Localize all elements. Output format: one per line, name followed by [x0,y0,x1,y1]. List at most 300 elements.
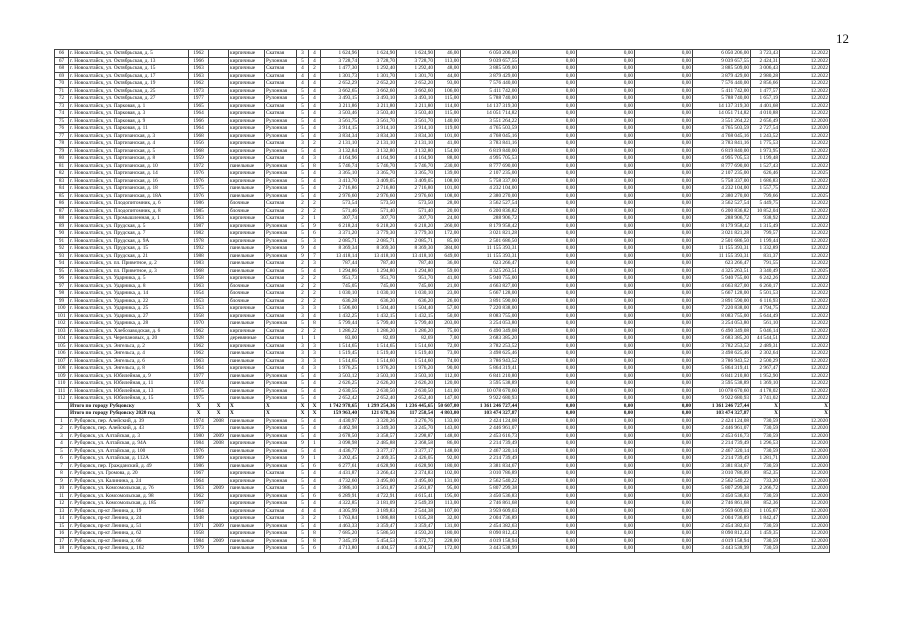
cell-residents: 48,00 [435,65,461,73]
cell-entrances: 1 [309,455,321,463]
table-row [55,440,830,448]
table-row [55,537,830,545]
cell-address: г. Новоалтайск, ул. Партизанская, д. 4 [69,140,189,148]
cell-total-area: 1 294,86 [321,267,359,275]
housing-register-table-wrap [54,49,829,553]
cell-year-built: 1977 [189,372,209,380]
cell-specific-cost: 799,66 [751,192,780,200]
cell-cost-local: 0,00 [635,177,693,185]
cell-cost-regional: 0,00 [577,545,635,553]
cell-completion-date: 12.2025 [780,192,830,200]
cell-cost-owners: 2 446 961,07 [693,425,751,433]
cell-residential-area: 2 652,40 [359,395,397,403]
cell-roof-type: Скатная [265,365,297,373]
cell-row-number: 92 [55,245,69,253]
cell-total-cost: 3 885 509,00 [461,65,519,73]
cell-cost-regional: 0,00 [577,245,635,253]
cell-wall-material: X [229,410,265,418]
cell-specific-cost: 1 332,89 [751,245,780,253]
cell-specific-cost: 4 178,02 [751,387,780,395]
cell-cost-regional: 0,00 [577,515,635,523]
cell-wall-material: панельные [229,252,265,260]
cell-cost-owners: 7 220 838,00 [693,305,751,313]
cell-total-cost: 6 819 840,00 [461,147,519,155]
cell-residential-area-private: 3 493,10 [397,95,435,103]
cell-row-number: 109 [55,372,69,380]
cell-specific-cost: 1 369,10 [751,380,780,388]
cell-wall-material: X [229,402,265,410]
cell-cost-local: 0,00 [635,207,693,215]
cell-cost-owners: 6 841 210,80 [693,372,751,380]
cell-completion-date: 12.2022 [780,95,830,103]
cell-row-number: 71 [55,87,69,95]
cell-entrances: 2 [309,207,321,215]
cell-completion-date: 12.2020 [780,455,830,463]
cell-total-area: 4 164,96 [321,155,359,163]
cell-cost-federal: 0,00 [519,170,577,178]
cell-cost-regional: 0,00 [577,117,635,125]
cell-year-overhaul [209,72,229,80]
cell-completion-date: 12.2020 [780,125,830,133]
cell-cost-federal: 0,00 [519,402,577,410]
cell-cost-federal: 0,00 [519,177,577,185]
cell-floors: 1 [297,335,309,343]
cell-cost-owners: 4 232 104,00 [693,185,751,193]
cell-year-built: 1980 [189,432,209,440]
cell-floors: 5 [297,177,309,185]
cell-wall-material: кирпичные [229,132,265,140]
cell-roof-type: Скатная [265,485,297,493]
cell-address: г. Новоалтайск, ул. Октябрьская, д. 13 [69,57,189,65]
cell-cost-regional: 0,00 [577,267,635,275]
cell-specific-cost: 3 723,43 [751,50,780,58]
cell-cost-regional: 0,00 [577,500,635,508]
cell-wall-material: кирпичные [229,72,265,80]
cell-cost-local: 0,00 [635,312,693,320]
cell-entrances: 8 [309,162,321,170]
cell-specific-cost: 626,46 [751,170,780,178]
cell-year-built: 1964 [189,507,209,515]
cell-row-number: 2 [55,425,69,433]
cell-entrances: 6 [309,462,321,470]
cell-total-area: 4 430,97 [321,417,359,425]
cell-entrances: 4 [309,522,321,530]
cell-cost-federal: 0,00 [519,530,577,538]
cell-floors: 5 [297,387,309,395]
cell-cost-owners: 3 959 609,03 [693,507,751,515]
cell-year-overhaul [209,140,229,148]
cell-total-cost: 623 266,47 [461,260,519,268]
cell-entrances: 9 [309,222,321,230]
cell-cost-regional: 0,00 [577,425,635,433]
cell-cost-local: 0,00 [635,155,693,163]
cell-row-number: 17 [55,537,69,545]
cell-total-cost: 4 019 158,94 [461,537,519,545]
cell-residents: 120,00 [435,380,461,388]
cell-total-area: 3 371,20 [321,230,359,238]
cell-year-built: 1966 [189,117,209,125]
cell-cost-regional: 0,00 [577,357,635,365]
cell-roof-type: Рулонная [265,162,297,170]
cell-entrances: 4 [309,372,321,380]
table-row [55,515,830,523]
cell-year-overhaul [209,492,229,500]
cell-total-cost: 7 220 838,00 [461,305,519,313]
table-row [55,177,830,185]
cell-roof-type: Скатная [265,260,297,268]
cell-year-overhaul [209,260,229,268]
cell-total-area: 571,46 [321,207,359,215]
cell-total-area: 1 763,84 [321,515,359,523]
cell-year-overhaul: X [209,402,229,410]
cell-wall-material: панельные [229,267,265,275]
cell-total-area: 4 322,85 [321,500,359,508]
cell-residents: 23,00 [435,290,461,298]
cell-residential-area: 6 218,20 [359,222,397,230]
cell-cost-owners: 3 443 538,99 [693,545,751,553]
cell-year-overhaul [209,245,229,253]
cell-completion-date: 12.2020 [780,545,830,553]
cell-total-cost: 2 446 961,07 [461,425,519,433]
cell-total-area: 3 503,46 [321,110,359,118]
cell-address: г. Рубцовск, ул. Комсомольская, д. 98 [69,492,189,500]
cell-residential-area-private: 8 369,30 [397,245,435,253]
cell-year-built: 1989 [189,455,209,463]
cell-address: г. Новоалтайск, ул. Ударника, д. 25 [69,305,189,313]
cell-residential-area-private: 3 365,70 [397,170,435,178]
cell-roof-type: Рулонная [265,462,297,470]
cell-year-overhaul: 2009 [209,432,229,440]
cell-roof-type: Рулонная [265,117,297,125]
cell-address: г. Новоалтайск, ул. Ударника, д. 5 [69,275,189,283]
cell-cost-federal: 0,00 [519,387,577,395]
cell-cost-owners: 3 010 786,89 [693,470,751,478]
cell-year-built: 1984 [189,440,209,448]
cell-residential-area: 5 586,50 [359,530,397,538]
cell-entrances: X [309,402,321,410]
cell-year-built: X [189,402,209,410]
cell-roof-type: Скатная [265,507,297,515]
cell-total-cost: 3 959 609,03 [461,507,519,515]
cell-cost-regional: 0,00 [577,297,635,305]
cell-cost-owners: 4 325 263,51 [693,267,751,275]
cell-floors: 5 [297,380,309,388]
cell-specific-cost: 1 557,75 [751,185,780,193]
cell-year-built: 1976 [189,192,209,200]
cell-address: г. Новоалтайск, ул. Прудская, д. 9А [69,237,189,245]
cell-year-built: 1967 [189,500,209,508]
cell-residential-area-private: 1 432,15 [397,312,435,320]
cell-address: Итого по городу Рубцовску 2020 год [69,410,189,418]
cell-cost-regional: 0,00 [577,282,635,290]
cell-roof-type: Рулонная [265,537,297,545]
cell-address: г. Новоалтайск, ул. Энгельса, д. 4 [69,350,189,358]
cell-year-overhaul [209,372,229,380]
cell-specific-cost: 831,37 [751,252,780,260]
cell-cost-owners: 3 562 527,54 [693,200,751,208]
cell-year-built: 1958 [189,312,209,320]
cell-entrances: 4 [309,507,321,515]
cell-total-area: 7 345,19 [321,537,359,545]
cell-total-area: 1 514,65 [321,357,359,365]
cell-total-area: 1 742 978,65 [321,402,359,410]
cell-cost-regional: 0,00 [577,252,635,260]
cell-cost-federal: 0,00 [519,95,577,103]
cell-specific-cost: 2 424,31 [751,57,780,65]
cell-row-number: 98 [55,290,69,298]
cell-cost-regional: 0,00 [577,95,635,103]
cell-cost-owners: 6 050 206,00 [693,50,751,58]
cell-completion-date: 12.2022 [780,252,830,260]
cell-completion-date: 12.2022 [780,327,830,335]
cell-specific-cost: 1 243,52 [751,132,780,140]
cell-cost-local: 0,00 [635,485,693,493]
cell-wall-material: блочные [229,207,265,215]
cell-floors: 3 [297,140,309,148]
cell-residents: 86,00 [435,440,461,448]
cell-total-cost: 3 254 053,80 [461,320,519,328]
cell-floors: 9 [297,440,309,448]
cell-year-overhaul [209,80,229,88]
cell-wall-material: кирпичные [229,477,265,485]
cell-residential-area: 4 722,91 [359,492,397,500]
cell-residential-area-private: 3 561,70 [397,117,435,125]
cell-cost-local: 0,00 [635,402,693,410]
cell-residents: 50,00 [435,312,461,320]
cell-completion-date: 12.2022 [780,395,830,403]
cell-floors: 5 [297,102,309,110]
cell-total-cost: 4 663 827,00 [461,282,519,290]
cell-roof-type: Рулонная [265,222,297,230]
cell-residential-area-private: 13 418,10 [397,252,435,260]
cell-wall-material: блочные [229,282,265,290]
cell-roof-type: Скатная [265,515,297,523]
cell-specific-cost: 2 967,47 [751,365,780,373]
cell-cost-federal: 0,00 [519,395,577,403]
table-row [55,462,830,470]
cell-cost-regional: 0,00 [577,402,635,410]
cell-residential-area-private: 2 131,10 [397,140,435,148]
cell-residents: 90,00 [435,365,461,373]
cell-total-cost: 3 683 385,20 [461,335,519,343]
cell-residents: 112,00 [435,372,461,380]
cell-floors: 5 [297,170,309,178]
cell-address: г. Рубцовск, ул. Алтайская, д. 94А [69,440,189,448]
cell-cost-local: 0,00 [635,102,693,110]
cell-cost-local: 0,00 [635,252,693,260]
cell-wall-material: панельные [229,350,265,358]
cell-cost-local: 0,00 [635,200,693,208]
cell-wall-material: панельные [229,432,265,440]
cell-wall-material: кирпичные [229,515,265,523]
cell-year-overhaul [209,282,229,290]
cell-total-area: 307,74 [321,215,359,223]
cell-cost-owners: 4 765 503,59 [693,125,751,133]
cell-address: г. Новоалтайск, ул. Партизанская, д. 18 [69,185,189,193]
cell-residential-area: 1 292,40 [359,65,397,73]
cell-cost-owners: 8 083 755,00 [693,312,751,320]
cell-total-cost: 5 788 740,00 [461,95,519,103]
cell-year-overhaul [209,297,229,305]
cell-cost-local: 0,00 [635,477,693,485]
cell-cost-regional: 0,00 [577,72,635,80]
cell-floors: 5 [297,162,309,170]
cell-cost-owners: 2 004 736,89 [693,515,751,523]
cell-cost-federal: 0,00 [519,335,577,343]
cell-total-cost: 3 562 527,54 [461,200,519,208]
cell-total-cost: 10 078 670,60 [461,387,519,395]
cell-residential-area-private: 1 236 445,65 [397,402,435,410]
table-row [55,170,830,178]
cell-year-built: 1973 [189,87,209,95]
cell-cost-owners: 3 450 536,83 [693,492,751,500]
cell-cost-local: 0,00 [635,425,693,433]
cell-cost-owners: 6 819 840,00 [693,147,751,155]
cell-cost-regional: 0,00 [577,312,635,320]
cell-total-area: 2 630,55 [321,387,359,395]
cell-residential-area-private: 4 615,41 [397,492,435,500]
cell-residential-area-private: 1 624,90 [397,50,435,58]
cell-wall-material: кирпичные [229,140,265,148]
cell-year-built: 1984 [189,537,209,545]
cell-year-built: 1975 [189,185,209,193]
cell-residents: 230,00 [435,162,461,170]
cell-residential-area-private: 82,69 [397,335,435,343]
cell-specific-cost: 5 644,49 [751,312,780,320]
cell-cost-regional: 0,00 [577,372,635,380]
cell-cost-regional: 0,00 [577,237,635,245]
cell-residents: 92,00 [435,455,461,463]
cell-completion-date: X [780,410,830,418]
cell-completion-date: 12.2020 [780,117,830,125]
cell-residential-area-private: 636,20 [397,297,435,305]
cell-roof-type: Рулонная [265,57,297,65]
cell-specific-cost: 730,59 [751,462,780,470]
cell-year-overhaul [209,515,229,523]
table-row [55,162,830,170]
cell-residential-area: 1 299 254,36 [359,402,397,410]
cell-floors: 5 [297,417,309,425]
cell-total-area: 3 662,65 [321,87,359,95]
cell-year-built: 1963 [189,357,209,365]
cell-cost-federal: 0,00 [519,110,577,118]
cell-total-area: 4 462,98 [321,425,359,433]
cell-floors: 2 [297,275,309,283]
cell-row-number: 81 [55,162,69,170]
cell-row-number: 7 [55,462,69,470]
table-row [55,72,830,80]
cell-residents: 172,00 [435,545,461,553]
cell-cost-regional: 0,00 [577,65,635,73]
cell-residential-area-private: 1 976,20 [397,365,435,373]
cell-cost-owners: 7 576 440,00 [693,80,751,88]
cell-entrances: 2 [309,65,321,73]
cell-row-number: 100 [55,305,69,313]
cell-cost-federal: 0,00 [519,357,577,365]
cell-total-cost: 4 995 705,53 [461,155,519,163]
cell-cost-federal: 0,00 [519,320,577,328]
cell-total-cost: 3 021 821,28 [461,230,519,238]
cell-residential-area: 3 320,26 [359,417,397,425]
cell-cost-local: 0,00 [635,192,693,200]
cell-cost-federal: 0,00 [519,492,577,500]
cell-roof-type: Рулонная [265,245,297,253]
cell-wall-material: панельные [229,192,265,200]
cell-cost-regional: 0,00 [577,522,635,530]
cell-entrances: 2 [309,140,321,148]
cell-entrances: 4 [309,470,321,478]
cell-residential-area-private: 3 132,80 [397,147,435,155]
cell-completion-date: 12.2020 [780,537,830,545]
cell-year-overhaul [209,222,229,230]
cell-cost-local: 0,00 [635,372,693,380]
table-row [55,222,830,230]
cell-residential-area: 13 418,10 [359,252,397,260]
cell-specific-cost: 4 401,68 [751,102,780,110]
cell-row-number: 99 [55,297,69,305]
cell-year-built: 1963 [189,215,209,223]
cell-residential-area-private: 4 164,90 [397,155,435,163]
cell-year-overhaul [209,57,229,65]
cell-cost-local: 0,00 [635,507,693,515]
cell-year-built: 1953 [189,305,209,313]
cell-residential-area: 4 628,90 [359,462,397,470]
cell-cost-local: 0,00 [635,87,693,95]
cell-roof-type: Рулонная [265,177,297,185]
cell-total-area: 3 202,45 [321,455,359,463]
cell-entrances: 4 [309,312,321,320]
cell-floors: 9 [297,252,309,260]
cell-completion-date: 12.2020 [780,432,830,440]
cell-residential-area: 1 294,80 [359,267,397,275]
cell-residential-area-private: 3 495,00 [397,477,435,485]
cell-total-cost: 9 039 657,55 [461,57,519,65]
cell-floors: 2 [297,327,309,335]
cell-specific-cost: 1 952,90 [751,372,780,380]
cell-total-area: 3 503,12 [321,372,359,380]
cell-cost-regional: 0,00 [577,162,635,170]
cell-roof-type: Скатная [265,335,297,343]
cell-total-area: 6 218,24 [321,222,359,230]
cell-entrances: 8 [309,320,321,328]
cell-cost-owners: 2 453 616,73 [693,432,751,440]
cell-specific-cost: 938,92 [751,215,780,223]
cell-residential-area-private: 1 301,70 [397,72,435,80]
cell-residential-area: 3 914,10 [359,125,397,133]
cell-floors: 5 [297,87,309,95]
cell-cost-regional: 0,00 [577,477,635,485]
cell-total-area: 7 685,20 [321,530,359,538]
cell-wall-material: кирпичные [229,50,265,58]
cell-roof-type: Скатная [265,290,297,298]
cell-entrances: 4 [309,432,321,440]
cell-cost-federal: 0,00 [519,290,577,298]
cell-residential-area: 2 085,71 [359,237,397,245]
cell-row-number: 96 [55,275,69,283]
cell-roof-type: Рулонная [265,237,297,245]
cell-floors: X [297,410,309,418]
cell-specific-cost: 6 260,17 [751,282,780,290]
cell-specific-cost: 2 302,64 [751,350,780,358]
cell-year-overhaul [209,237,229,245]
cell-entrances: 3 [309,237,321,245]
cell-floors: 9 [297,455,309,463]
cell-address: г. Рубцовск, пр-кт Ленина, д. 51 [69,522,189,530]
table-row [55,65,830,73]
cell-roof-type: Рулонная [265,417,297,425]
table-row [55,320,830,328]
cell-residents: 20,00 [435,207,461,215]
